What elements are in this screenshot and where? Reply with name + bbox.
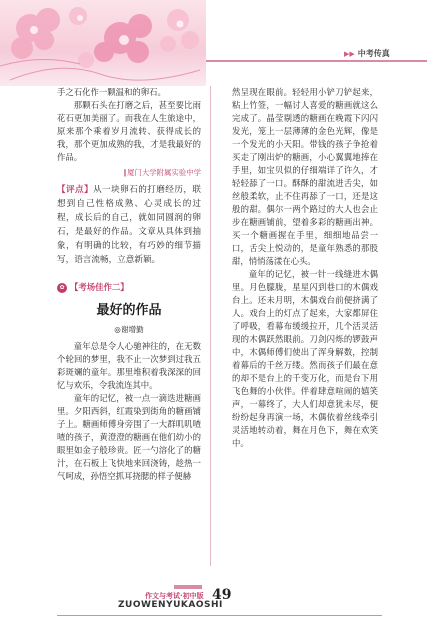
section-tag — [344, 48, 390, 59]
header-blank — [206, 0, 427, 86]
left-column — [57, 86, 201, 483]
slash-icon: ∥ — [123, 168, 128, 177]
section-ribbon — [57, 281, 201, 294]
ribbon-label: 【考场佳作二】 — [70, 282, 129, 292]
page-footer — [0, 585, 427, 621]
column-divider — [210, 86, 211, 566]
header-band — [0, 0, 427, 86]
comment-text: 从一块卵石的打磨经历，联想到自己性格成熟、心灵成长的过程，成长后的自己，就如同圆润的卵石，是最好的作品。文章从具体到抽象，有明确的比较，有巧妙的细节描写，语言流畅，立意新颖。 — [57, 185, 201, 265]
magazine-title-cn: 作文与考试·初中版 — [145, 592, 204, 600]
header-rule — [206, 60, 427, 62]
paragraph: 童年的记忆，被一点一滴迭进糖画里。夕阳西斜，红霞染到街角的糖画铺子上。糖画师傅身旁围了一大群叽叽喳喳的孩子，黄澄澄的糖画在他们幼小的眼里如金子般珍贵。匠一勺溶化了的糖汁，在石板上飞快地来回浇铸，趁热一气呵成，孙悟空抓耳挠腮的样子便赫 — [57, 393, 201, 481]
floral-header-illustration — [0, 0, 206, 86]
section-title: 中考传真 — [357, 49, 390, 58]
double-chevron-icon: ▶▶ — [344, 49, 355, 58]
page-number: 49 — [212, 587, 232, 603]
magazine-title-en: ZUOWENYUKAOSHI — [118, 600, 223, 610]
paragraph: 童年总是令人心驰神往的，在无数个轮回的梦里，我不止一次梦到过我五彩斑斓的童年。那里堆积着我深深的回忆与欢乐，令我流连其中。 — [57, 341, 201, 390]
footer-accent-bar — [174, 585, 202, 589]
paragraph: 那颗石头在打磨之后，甚至要比雨花石更加美丽了。而我在人生旅途中，原来那个乘着岁月流转、获得成长的我，那个更加成熟的我，才是我最好的作品。 — [57, 100, 201, 162]
flower-decoration-icon — [0, 0, 206, 86]
author-line: ◎谢增勤 — [114, 325, 144, 334]
badge-icon: ✿ — [57, 283, 67, 293]
footer-rule — [57, 615, 382, 616]
right-column — [232, 86, 378, 450]
comment-tag: 【评点】 — [57, 185, 94, 195]
paragraph: 然呈现在眼前。轻轻用小铲刀铲起来，粘上竹签，一幅讨人喜爱的糖画就这么完成了。晶莹剔透的糖画在晚霞下闪闪发光，笼上一层薄薄的金色光辉，像是一个发光的小天阳。带钱的孩子争抢着买走了刚出炉的糖画，小心翼翼地捧在手里，如宝贝似的仔细端详了许久，才轻轻舔了一口。酥酥的甜流进舌尖，如丝般柔软，止不住再舔了一口，还是这般的甜。偶尔一两个路过的大人也会止步在糖画铺前，望着多彩的糖画出神。买一个糖画握在手里，细细地品尝一口，舌尖上悦动的，是童年熟悉的那股甜，悄悄荡漾在心头。 — [232, 87, 378, 266]
school-affiliation: ∥厦门大学附属实验中学 — [123, 168, 201, 177]
essay-title: 最好的作品 — [96, 303, 162, 318]
comment-block — [57, 183, 201, 267]
paragraph: 手之石化作一颗温和的卵石。 — [57, 87, 166, 97]
paragraph: 童年的记忆，被一针一线缝进木偶里。月色朦胧，星星闪到巷口的木偶戏台上。还未月明，木偶戏台前便挤满了人。戏台上的灯点了起来，大家都屏住了呼吸，看幕布缓缓拉开，几个活灵活现的木偶跃然眼前。刀剑闪烁的锣鼓声中，木偶师傅们使出了浑身解数，控制着幕后的千丝万缕。然而孩子们最在意的却不是台上的千变万化，而是台下用飞色舞的小伙伴。伴着肆意喧闹的嬉笑声，一幕终了，大人们却意犹未尽，便纷纷起身再演一场，木偶依着丝线牵引灵活地转动着，舞在月色下，舞在欢笑中。 — [232, 269, 378, 448]
